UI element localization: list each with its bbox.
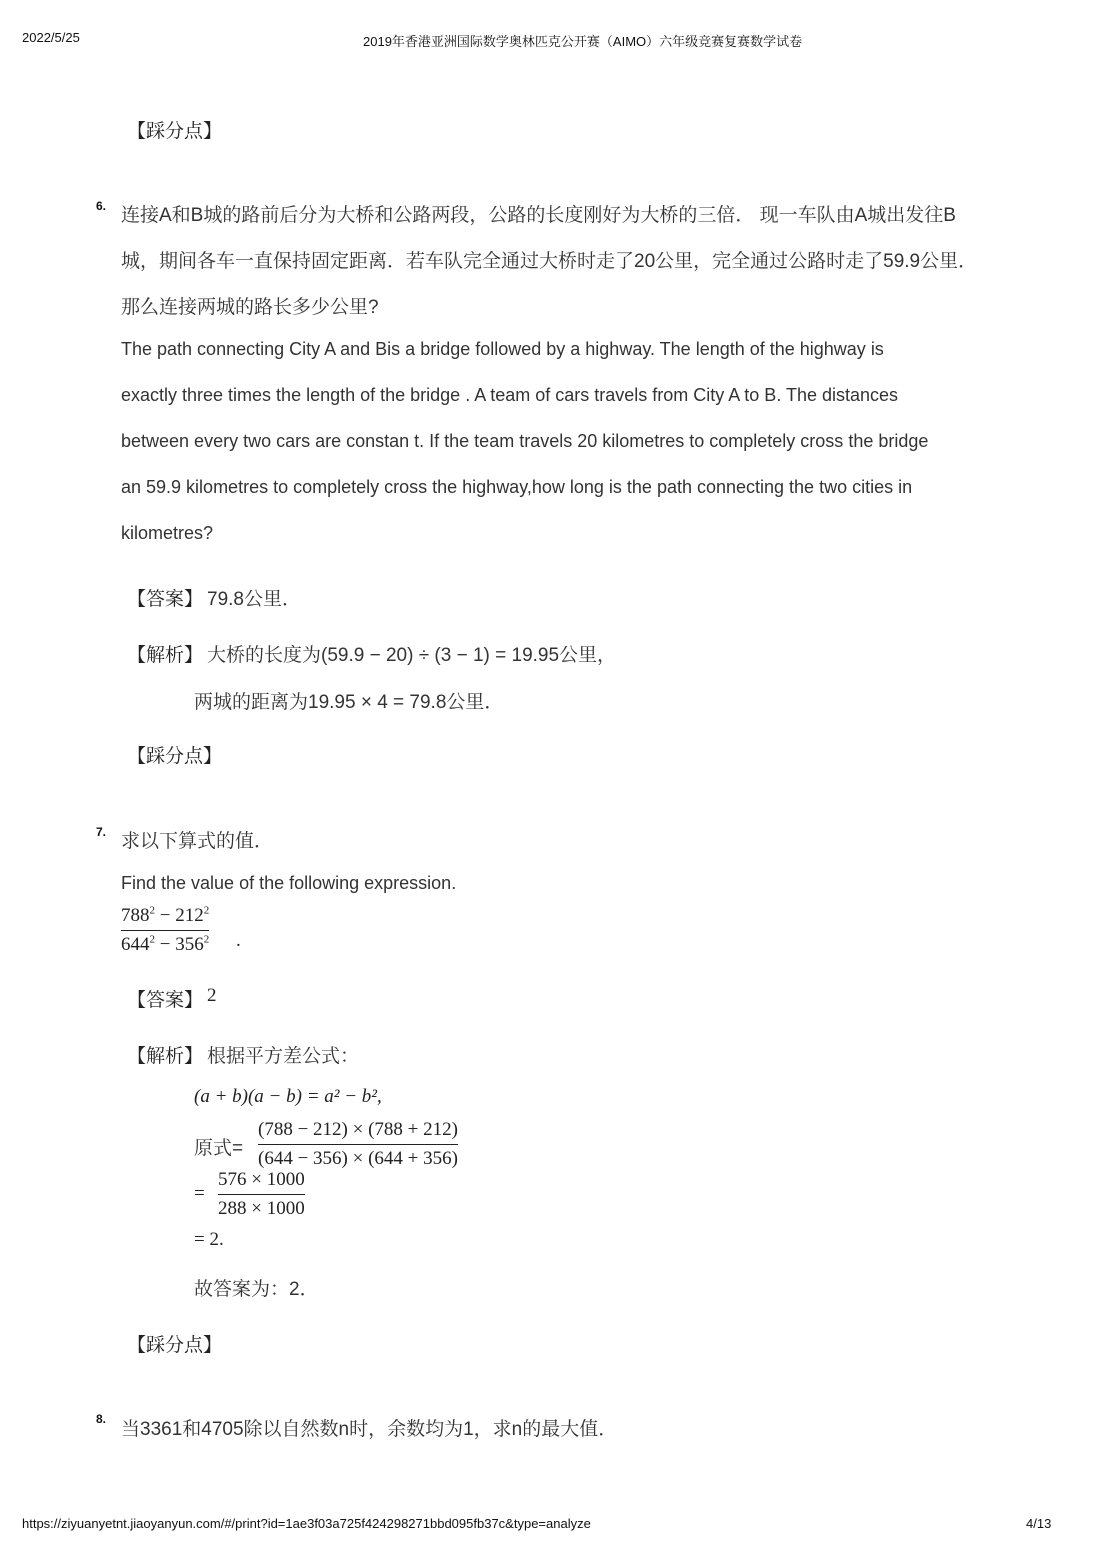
score-points-label: 【踩分点】 xyxy=(127,746,223,767)
fraction-denominator: 288 × 1000 xyxy=(218,1198,305,1219)
answer-label: 【答案】 xyxy=(127,589,204,610)
source-url: https://ziyuanyetnt.jiaoyanyun.com/#/print?id=1ae3f03a725f424298271bbd095fb37c&type=analyze xyxy=(22,1516,591,1531)
question-number: 7. xyxy=(96,825,107,839)
fraction-denominator: (644 − 356) × (644 + 356) xyxy=(258,1148,458,1169)
fraction-numerator: 576 × 1000 xyxy=(218,1169,305,1190)
question-text-en: an 59.9 kilometres to completely cross the highway,how long is the path connecting the two cities in xyxy=(121,477,913,497)
question-number: 6. xyxy=(96,199,107,213)
question-text-en: kilometres? xyxy=(121,523,214,543)
formula: (a + b)(a − b) = a² − b², xyxy=(194,1086,382,1107)
step-prefix: 原式= xyxy=(194,1138,244,1159)
question-text-zh: 那么连接两城的路长多少公里? xyxy=(121,297,379,318)
conclusion-text: 故答案为：2． xyxy=(194,1279,319,1300)
question-number: 8. xyxy=(96,1412,107,1426)
question-text-zh: 当3361和4705除以自然数n时，余数均为1，求n的最大值． xyxy=(121,1419,618,1440)
analysis-label: 【解析】 xyxy=(127,1046,204,1067)
question-text-zh: 连接A和B城的路前后分为大桥和公路两段，公路的长度刚好为大桥的三倍． 现一车队由A城出发往B xyxy=(121,205,956,226)
score-points-label: 【踩分点】 xyxy=(127,121,223,142)
question-text-en: exactly three times the length of the bridge . A team of cars travels from City A to B. The distances xyxy=(121,385,899,405)
fraction-numerator: (788 − 212) × (788 + 212) xyxy=(258,1119,458,1140)
analysis-text: 两城的距离为19.95 × 4 = 79.8公里． xyxy=(194,692,504,713)
question-text-en: Find the value of the following expression. xyxy=(121,873,457,893)
analysis-label: 【解析】 xyxy=(127,645,204,666)
question-text-en: between every two cars are constan t. If the team travels 20 kilometres to completely cross the bridge xyxy=(121,431,929,451)
step-result: = 2. xyxy=(194,1229,224,1250)
page-title: 2019年香港亚洲国际数学奥林匹克公开赛（AIMO）六年级竞赛复赛数学试卷 xyxy=(363,34,803,49)
answer-value: 79.8公里． xyxy=(207,589,301,610)
answer-label: 【答案】 xyxy=(127,990,204,1011)
fraction-denominator: $644^2 - 356^2$ xyxy=(121,933,210,955)
expression-period: . xyxy=(236,930,241,951)
analysis-text: 大桥的长度为(59.9 − 20) ÷ (3 − 1) = 19.95公里， xyxy=(207,645,617,666)
expression-fraction xyxy=(121,904,209,957)
analysis-text: 根据平方差公式： xyxy=(207,1046,360,1067)
question-text-en: The path connecting City A and Bis a bridge followed by a highway. The length of the highway is xyxy=(121,339,884,359)
answer-value: 2 xyxy=(207,985,217,1006)
fraction-numerator: $788^2 - 212^2$ xyxy=(121,904,210,926)
question-text-zh: 城，期间各车一直保持固定距离．若车队完全通过大桥时走了20公里，完全通过公路时走了59.9公里． xyxy=(121,251,978,272)
step1-fraction xyxy=(258,1118,458,1171)
score-points-label: 【踩分点】 xyxy=(127,1335,223,1356)
step2-fraction xyxy=(218,1168,305,1221)
page-number: 4/13 xyxy=(1026,1516,1052,1531)
print-date: 2022/5/25 xyxy=(22,30,80,45)
equals-sign: = xyxy=(194,1183,205,1204)
question-text-zh: 求以下算式的值． xyxy=(121,831,274,852)
